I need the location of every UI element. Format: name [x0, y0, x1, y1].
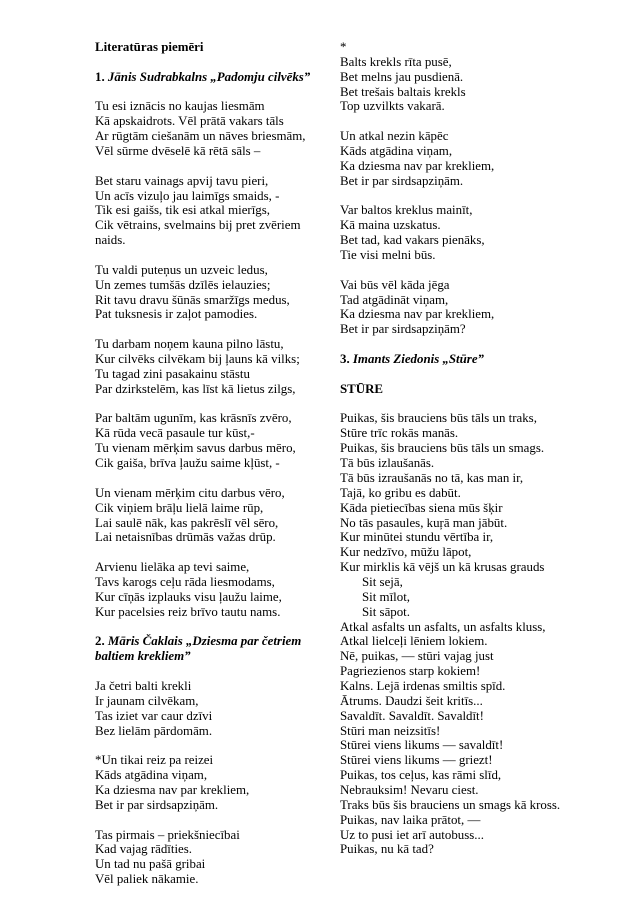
poem-heading-text: Imants Ziedonis „Stūre”: [352, 352, 484, 367]
poem-line: Ka dziesma nav par krekliem,: [340, 307, 495, 322]
poem-line: Un acīs vizuļo jau laimīgs smaids, -: [95, 188, 280, 203]
poem-line: Par baltām ugunīm, kas krāsnīs zvēro,: [95, 411, 292, 426]
poem-line: Tad atgādināt viņam,: [340, 292, 449, 307]
poem-line: Tu tagad zini pasakainu stāstu: [95, 366, 250, 381]
poem-line: Bet staru vainags apvij tavu pieri,: [95, 173, 269, 188]
stanza: [340, 40, 580, 114]
poem-line: Kāds atgādina viņam,: [95, 768, 208, 783]
poem-line: Tas pirmais – priekšniecībai: [95, 827, 240, 842]
poem-line: Un tad nu pašā gribai: [95, 857, 206, 872]
poem-line: Sit mīlot,: [362, 589, 410, 604]
stanza: [340, 129, 580, 188]
poem-line: Pat tuksnesis ir zaļot pamodies.: [95, 307, 258, 322]
stanza: [340, 278, 580, 337]
poem-heading: [340, 352, 580, 367]
poem-number: 2.: [95, 634, 105, 649]
poem-line: Tajā, ko gribu es dabūt.: [340, 485, 461, 500]
poem-heading: [95, 634, 321, 664]
poem-line: Stūri man neizsitīs!: [340, 723, 441, 738]
poem-line: Tu darbam noņem kauna pilno lāstu,: [95, 337, 284, 352]
poem-line: Stūrei viens likums — griezt!: [340, 753, 493, 768]
poem-line: Cik vētrains, svelmains bij pret zvēriem naids.: [95, 218, 301, 248]
poem-line: Atkal lielceļi lēniem lokiem.: [340, 634, 488, 649]
poem-line: Sit sejā,: [362, 574, 403, 589]
poem-line: Uz to pusi iet arī autobuss...: [340, 827, 484, 842]
poem-line: Ka dziesma nav par krekliem,: [340, 158, 495, 173]
poem-line: Puikas, tos ceļus, kas rāmi slīd,: [340, 768, 502, 783]
stanza: [95, 411, 321, 470]
poem-heading-text: Jānis Sudrabkalns „Padomju cilvēks”: [107, 69, 311, 84]
poem-line: Kā rūda vecā pasaule tur kūst,-: [95, 426, 255, 441]
poem-line: Top uzvilkts vakarā.: [340, 99, 445, 114]
poem-line: Stūrei viens likums — savaldīt!: [340, 738, 504, 753]
poem-line: Tu valdi puteņus un uzveic ledus,: [95, 262, 268, 277]
poem-line: Pagriezienos starp kokiem!: [340, 664, 481, 679]
poem-line: Lai saulē nāk, kas pakrēslī vēl sēro,: [95, 515, 279, 530]
stanza: [95, 486, 321, 545]
poem-line: Tie visi melni būs.: [340, 248, 436, 263]
poem-line: *: [340, 40, 347, 54]
poem-line: Tas iziet var caur dzīvi: [95, 708, 213, 723]
poem-heading-text: Māris Čaklais „Dziesma par četriem baltiem krekliem”: [95, 634, 302, 664]
poem-line: Tu vienam mērķim savus darbus mēro,: [95, 441, 296, 456]
poem-line: Ir jaunam cilvēkam,: [95, 693, 199, 708]
poem-line: Cik viņiem brāļu lielā laime rūp,: [95, 500, 264, 515]
poem-line: Kāds atgādina viņam,: [340, 144, 453, 159]
poem-line: Stūre trīc rokās manās.: [340, 426, 459, 441]
poem-line: Bet ir par sirdsapziņām?: [340, 322, 466, 337]
poem-line: Tu esi iznācis no kaujas liesmām: [95, 99, 265, 114]
poem-line: Kur minūtei stundu vērtība ir,: [340, 530, 494, 545]
poem-line: Bet tad, kad vakars pienāks,: [340, 233, 485, 248]
poem-line: Puikas, nu kā tad?: [340, 842, 434, 857]
poem-number: 1.: [95, 69, 105, 84]
poem-line: Kur cilvēks cilvēkam bij ļauns kā vilks;: [95, 352, 300, 367]
poem-line: Vēl paliek nākamie.: [95, 872, 199, 887]
poem-line: No tās pasaules, kuŗā man jābūt.: [340, 515, 508, 530]
poem-line: Vai būs vēl kāda jēga: [340, 277, 450, 292]
stanza: [95, 263, 321, 322]
poem-line: Tik esi gaišs, tik esi atkal mierīgs,: [95, 203, 270, 218]
poem-line: Kā maina uzskatus.: [340, 218, 441, 233]
poem-line: *Un tikai reiz pa reizei: [95, 753, 214, 768]
poem-line: Atkal asfalts un asfalts, un asfalts kluss,: [340, 619, 546, 634]
poem-line: Savaldīt. Savaldīt. Savaldīt!: [340, 708, 484, 723]
poem-line: Rit tavu dravu šūnās smaržīgs medus,: [95, 292, 290, 307]
poem-line: Traks būs šis brauciens un smags kā kross.: [340, 797, 561, 812]
poem-line: Kalns. Lejā irdenas smiltis spīd.: [340, 678, 506, 693]
poem-line: Tavs karogs ceļu rāda liesmodams,: [95, 574, 275, 589]
stanza: [95, 753, 321, 812]
poem-line: Tā būs izlaušanās.: [340, 456, 435, 471]
poem-line: Un vienam mērķim citu darbus vēro,: [95, 485, 285, 500]
poem-line: Lai netaisnības drūmās važas drūp.: [95, 530, 276, 545]
poem-line: Kāda pietiecības siena mūs šķir: [340, 500, 503, 515]
stanza: [340, 203, 580, 262]
poem-line: Kā apskaidrots. Vēl prātā vakars tāls: [95, 114, 284, 129]
poem-line: Nebrauksim! Nevaru ciest.: [340, 782, 479, 797]
stanza: [95, 828, 321, 887]
poem-line: Nē, puikas, — stūri vajag just: [340, 649, 494, 664]
poem-line: Sit sāpot.: [362, 604, 410, 619]
poem-line: Kur pacelsies reiz brīvo tautu nams.: [95, 604, 281, 619]
poem-line: Par dzirkstelēm, kas līst kā lietus zilgs,: [95, 381, 296, 396]
stanza: [95, 337, 321, 396]
stanza: [95, 560, 321, 619]
poem-line: Bet ir par sirdsapziņām.: [340, 173, 464, 188]
poem-line: Un atkal nezin kāpēc: [340, 129, 449, 144]
poem-line: Kur nedzīvo, mūžu lāpot,: [340, 545, 472, 560]
poem-heading: [95, 70, 321, 85]
stanza: [95, 174, 321, 248]
poem-line: Var baltos kreklus mainīt,: [340, 203, 473, 218]
poem-line: Puikas, šis brauciens būs tāls un smags.: [340, 441, 545, 456]
poem-line: Puikas, šis brauciens būs tāls un traks,: [340, 411, 537, 426]
poem-line: Tā būs izraušanās no tā, kas man ir,: [340, 470, 524, 485]
poem-line: Bet melns jau pusdienā.: [340, 69, 464, 84]
poem-line: Kur mirklis kā vējš un kā krusas grauds: [340, 560, 545, 575]
poem-line: Arvienu lielāka ap tevi saime,: [95, 560, 250, 575]
poem-line: Ātrums. Daudzi šeit kritīs...: [340, 693, 483, 708]
poem-line: Ja četri balti krekli: [95, 678, 192, 693]
poem-line: Ka dziesma nav par krekliem,: [95, 782, 250, 797]
poem-line: Kad vajag rādīties.: [95, 842, 193, 857]
poem-line: Bet ir par sirdsapziņām.: [95, 797, 219, 812]
poem-title: STŪRE: [340, 381, 383, 396]
right-column: [340, 40, 580, 872]
stanza: [95, 679, 321, 738]
left-column: [95, 40, 321, 902]
poem-line: Kur cīņās izplauks visu ļaužu laime,: [95, 589, 282, 604]
poem-line: Bez lielām pārdomām.: [95, 723, 213, 738]
stanza: [340, 411, 580, 857]
poem-line: Un zemes tumšās dzīlēs ielauzies;: [95, 277, 271, 292]
stanza: [95, 99, 321, 158]
poem-line: Cik gaiša, brīva ļaužu saime kļūst, -: [95, 456, 280, 471]
poem-line: Bet trešais baltais krekls: [340, 84, 466, 99]
poem-line: Balts krekls rīta pusē,: [340, 54, 452, 69]
document-title: Literatūras piemēri: [95, 40, 204, 54]
poem-number: 3.: [340, 352, 350, 367]
poem-line: Puikas, nav laika prātot, —: [340, 812, 481, 827]
poem-line: Ar rūgtām ciešanām un nāves briesmām,: [95, 129, 306, 144]
poem-line: Vēl sūrme dvēselē kā rētā sāls –: [95, 144, 261, 159]
